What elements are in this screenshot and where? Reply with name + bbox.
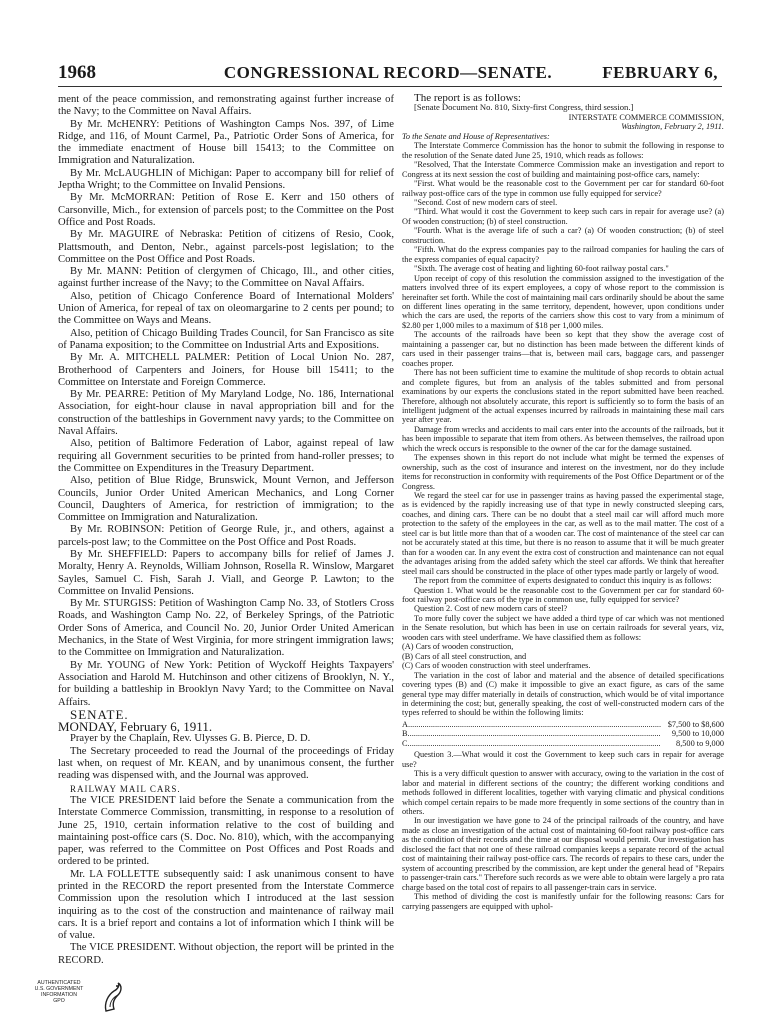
cost-table-row xyxy=(402,729,724,738)
publication-title: CONGRESSIONAL RECORD—SENATE. xyxy=(223,63,553,82)
document-reference: [Senate Document No. 810, Sixty-first Congress, third session.] xyxy=(414,102,634,113)
journal-paragraph: The Secretary proceeded to read the Journal of the proceedings of Friday last when, on request of Mr. KEAN, and by unanimous consent, the further reading was dispensed with, and the Journal was approved. xyxy=(58,745,394,782)
cost-table xyxy=(402,720,724,748)
petition-paragraph: Also, petition of Chicago Conference Board of International Molders' Union of America, for repeal of tax on oleomargarine to 2 cents per pound; to the Committee on Ways and Means. xyxy=(58,290,394,327)
report-paragraph: We regard the steel car for use in passenger trains as having passed the experimental stage, as is evidenced by the rapidly increasing use of that type in newly constructed sleeping cars, coaches, and dining cars. There can be no doubt that a steel mail car will afford much more protection to the safety of the employees in the car, as well as to the mail matter. The cost of a steel car is but little more than that of a wooden car. The cost of maintenance of the steel car can not be accurately stated at this time, but there is no reason to assume that it will be much greater than for a wooden car. In any event the extra cost of construction and maintenance can not equal the advantages arising from the added safety which the steel car affords. We think that hereafter steel mail cars should be constructed in the place of other types made partly or largely of wood. xyxy=(402,491,724,576)
report-paragraph: "Sixth. The average cost of heating and lighting 60-foot railway postal cars." xyxy=(414,264,669,274)
stamp-line: AUTHENTICATED xyxy=(37,980,81,986)
authentication-stamp xyxy=(22,980,132,1016)
right-column xyxy=(402,94,724,999)
petition-paragraph: By Mr. McMORRAN: Petition of Rose E. Kerr and 150 others of Carsonville, Mich., for extension of parcels post; to the Committee on the Post Office and Post Roads. xyxy=(58,192,394,228)
cost-table-label: B.......................................................................................................................... xyxy=(402,729,661,739)
petition-paragraph: By Mr. STURGISS: Petition of Washington Camp No. 33, of Stotlers Cross Roads, and Washington Camp No. 22, of Berkeley Springs, of the Patriotic Order Sons of America, and Council No. 20, Junior Order United American Mechanics, in the State of West Virginia, for more stringent immigration laws; to the Committee on Immigration and Naturalization. xyxy=(58,598,394,659)
report-paragraph: Question 3.—What would it cost the Government to keep such cars in repair for average use? xyxy=(402,750,724,769)
stamp-line: INFORMATION xyxy=(41,992,77,998)
cost-table-value: $7,500 to $8,600 xyxy=(667,719,724,729)
petition-paragraph: ment of the peace commission, and remonstrating against further increase of the Navy; to the Committee on Naval Affairs. xyxy=(58,94,394,118)
stamp-line: U.S. GOVERNMENT xyxy=(34,986,84,992)
report-paragraph: The expenses shown in this report do not include what might be termed the expenses of ownership, such as the cost of insurance and interest on the investment, nor do they include items for reconstruction in conformity with requirements of the Post Office Department or of the Congress. xyxy=(402,453,724,491)
report-paragraph: This method of dividing the cost is manifestly unfair for the following reasons: Cars for carrying passengers are equipped with uphol- xyxy=(402,892,724,911)
senate-heading: SENATE. xyxy=(70,706,129,722)
petition-paragraph: Also, petition of Blue Ridge, Brunswick, Mount Vernon, and Jefferson Councils, Junior Order United American Mechanics, and Long Corner Council, Daughters of America, for restriction of immigration; to the Committee on Immigration and Naturalization. xyxy=(58,475,394,524)
petition-paragraph: By Mr. PEARRE: Petition of My Maryland Lodge, No. 186, International Association, for eight-hour clause in naval appropriation bill and for the construction of the battleships in Government navy yards; to the Committee on Naval Affairs. xyxy=(58,389,394,438)
cost-table-label: A.......................................................................................................................... xyxy=(402,719,662,729)
report-paragraph: This is a very difficult question to answer with accuracy, owing to the variation in the cost of labor and material in different sections of the country; the different working conditions and methods followed in different localities, together with varying climatic and physical conditions which compel certain repairs to be made more frequently in some sections of the country than in others. xyxy=(402,769,724,816)
railway-paragraph: The VICE PRESIDENT laid before the Senate a communication from the Interstate Commerce Commission, transmitting, in response to a resolution of June 25, 1910, certain information relative to the cost of building and maintaining post-office cars (S. Doc. No. 810), which, with the accompanying paper, was referred to the Committee on Post Offices and Post Roads and ordered to be printed. xyxy=(58,794,394,868)
report-paragraph: The variation in the cost of labor and material and the absence of detailed specifications covering types (B) and (C) make it impossible to give an exact figure, as cars of the same general type may differ materially in details of construction, which would be of vital importance in determining the cost; but, generally speaking, the cost of well-constructed modern cars of the types referred to should be within the following limits: xyxy=(402,670,724,718)
car-type-item: (C) Cars of wooden construction with steel underframes. xyxy=(402,661,591,671)
salutation: To the Senate and House of Representatives: xyxy=(402,131,550,141)
commission-place-date: Washington, February 2, 1911. xyxy=(621,122,724,132)
petitions-list xyxy=(58,94,394,709)
petition-paragraph: Also, petition of Baltimore Federation of Labor, against repeal of law requiring all Government securities to be printed from hand-roller presses; to the Committee on Expenditures in the Treasury Department. xyxy=(58,438,394,474)
section-heading: RAILWAY MAIL CARS. xyxy=(70,783,181,794)
gpo-eagle-icon xyxy=(100,981,124,1018)
commission-name: INTERSTATE COMMERCE COMMISSION, xyxy=(568,112,724,122)
page-header xyxy=(58,62,718,84)
railway-paragraph: The VICE PRESIDENT. Without objection, the report will be printed in the RECORD. xyxy=(58,942,394,966)
report-paragraph: To more fully cover the subject we have added a third type of car which was not mentioned in the Senate resolution, but which has been in use on certain railroads for several years, viz, wooden cars with steel underframe. We have classified them as follows: xyxy=(402,613,724,642)
report-paragraph: Damage from wrecks and accidents to mail cars enter into the accounts of the railroads, but it has been impossible to separate that item from others. As between themselves, the railroad upon which the wreck occurs is responsible to the owner of the car for the damage sustained. xyxy=(402,424,724,453)
petition-paragraph: By Mr. McLAUGHLIN of Michigan: Paper to accompany bill for relief of Jeptha Wright; to the Committee on Invalid Pensions. xyxy=(58,167,394,192)
header-rule xyxy=(58,86,722,87)
railway-paragraph: Mr. LA FOLLETTE subsequently said: I ask unanimous consent to have printed in the RECORD the report presented from the Interstate Commerce Commission upon the resolution which I introduced at the last session inquiring as to the cost of the construction and maintenance of railway mail cars. It is a brief report and contains a lot of information which I think will be of value. xyxy=(58,868,394,942)
report-paragraph: "First. What would be the reasonable cost to the Government per car for standard 60-foot railway post-office cars of the type in common use fully equipped for service? xyxy=(402,179,724,198)
prayer-paragraph: Prayer by the Chaplain, Rev. Ulysses G. B. Pierce, D. D. xyxy=(70,733,311,745)
cost-table-row xyxy=(402,720,724,729)
petition-paragraph: By Mr. MAGUIRE of Nebraska: Petition of citizens of Resio, Cook, Plattsmouth, and Denton, Nebr., against parcels-post legislation; to the Committee on the Post Office and Post Roads. xyxy=(58,229,394,265)
cost-table-row xyxy=(402,739,724,748)
header-date: FEBRUARY 6, xyxy=(602,63,718,82)
page-number: 1968 xyxy=(58,62,96,83)
report-paragraph: "Resolved, That the Interstate Commerce Commission make an investigation and report to Congress at its next session the cost of building and maintaining post-office cars, namely: xyxy=(402,160,724,179)
report-paragraph: There has not been sufficient time to examine the multitude of shop records to obtain actual and complete figures, but from an analysis of the tables submitted and from personal examinations by our experts the conclusions stated in the report submitted have been reached. Therefore, although not absolutely accurate, this report is sufficiently so to form the basis of an intelligent judgment of the actual expenses incurred by railroads in maintaining these mail cars year after year. xyxy=(402,368,724,425)
report-paragraph: Upon receipt of copy of this resolution the commission assigned to the investigation of the matters involved three of its expert employees, a copy of whose report to the commission is hereinafter set forth. While the cost of maintaining mail cars ordinarily should be about the same on different lines operating in the same territory, dependent, however, upon conditions under which the cars are used, the reports of the carriers show this cost to vary from a minimum of $2.80 per 1,000 miles to a maximum of $18 per 1,000 miles. xyxy=(402,273,724,330)
report-paragraph: "Third. What would it cost the Government to keep such cars in repair for average use? (a) Of wooden construction; (b) of steel construction. xyxy=(402,207,724,226)
report-paragraph: The report from the committee of experts designated to conduct this inquiry is as follows: xyxy=(414,576,712,586)
petition-paragraph: By Mr. McHENRY: Petitions of Washington Camps Nos. 397, of Lime Ridge, and 116, of Mount Carmel, Pa., Patriotic Order Sons of America, for the immediate enactment of House bill 15413; to the Committee on Immigration and Naturalization. xyxy=(58,118,394,167)
session-date: MONDAY, February 6, 1911. xyxy=(58,719,213,735)
petition-paragraph: By Mr. ROBINSON: Petition of George Rule, jr., and others, against a parcels-post law; to the Committee on the Post Office and Post Roads. xyxy=(58,524,394,548)
petition-paragraph: By Mr. A. MITCHELL PALMER: Petition of Local Union No. 287, Brotherhood of Carpenters and Joiners, for House bill 15411; to the Committee on Interstate and Foreign Commerce. xyxy=(58,352,394,388)
report-paragraph: In our investigation we have gone to 24 of the principal railroads of the country, and have made as close an investigation of the actual cost of maintaining 60-foot railway post-office cars as the condition of their records and the time at our disposal would permit. Our investigation has disclosed the fact that not one of these railroad companies keeps a separate record of the actual cost of maintaining their railway post-office cars. The records of repairs to these cars, under the system of accounting prescribed by the commission, are kept under the general head of "Repairs to passenger-train cars." Therefore such records as we were able to obtain were largely a pro rata charge based on the total cost of repairs to all passenger-train cars in service. xyxy=(402,816,724,892)
report-paragraph: "Second. Cost of new modern cars of steel. xyxy=(414,197,558,207)
report-paragraph: Question 1. What would be the reasonable cost to the Government per car for standard 60-foot railway post-office cars of the type in common use, fully equipped for service? xyxy=(402,585,724,605)
report-paragraph: "Fourth. What is the average life of such a car? (a) Of wooden construction; (b) of steel construction. xyxy=(402,226,724,245)
car-type-item: (A) Cars of wooden construction, xyxy=(402,642,514,652)
stamp-text xyxy=(22,980,96,1004)
cost-table-value: 8,500 to 9,000 xyxy=(676,738,724,748)
cost-table-label: C.......................................................................................................................... xyxy=(402,738,661,748)
stamp-line: GPO xyxy=(53,998,65,1004)
petition-paragraph: By Mr. SHEFFIELD: Papers to accompany bills for relief of James J. Moralty, Henry A. Reynolds, William Johnson, Rosella R. Winslow, Margaret Sayles, Samuel C. Fish, Sarah J. Viall, and George P. Lawton; to the Committee on Invalid Pensions. xyxy=(58,548,394,597)
cost-table-value: 9,500 to 10,000 xyxy=(671,729,724,739)
car-type-item: (B) Cars of all steel construction, and xyxy=(402,651,527,661)
report-paragraph: The Interstate Commerce Commission has the honor to submit the following in response to the resolution of the Senate dated June 25, 1910, which reads as follows: xyxy=(402,141,724,160)
left-column xyxy=(58,94,394,984)
report-paragraph: The accounts of the railroads have been so kept that they show the average cost of maintaining a passenger car, but no distinction has been made between the different kinds of cars used in their passenger trains—that is, between mail cars, baggage cars, and passenger coaches proper. xyxy=(402,330,724,368)
petition-paragraph: By Mr. YOUNG of New York: Petition of Wyckoff Heights Taxpayers' Association and Harold M. Hutchinson and other citizens of Brooklyn, N. Y., for building a battleship in Brooklyn Navy Yard; to the Committee on Naval Affairs. xyxy=(58,659,394,708)
report-paragraph: "Fifth. What do the express companies pay to the railroad companies for hauling the cars of the express companies of equal capacity? xyxy=(402,245,724,264)
petition-paragraph: By Mr. MANN: Petition of clergymen of Chicago, Ill., and other cities, against further increase of the Navy; to the Committee on Naval Affairs. xyxy=(58,266,394,290)
report-paragraph: Question 2. Cost of new modern cars of steel? xyxy=(414,604,568,614)
report-intro: The report is as follows: xyxy=(414,94,521,104)
petition-paragraph: Also, petition of Chicago Building Trades Council, for San Francisco as site of Panama exposition; to the Committee on Industrial Arts and Expositions. xyxy=(58,327,394,351)
